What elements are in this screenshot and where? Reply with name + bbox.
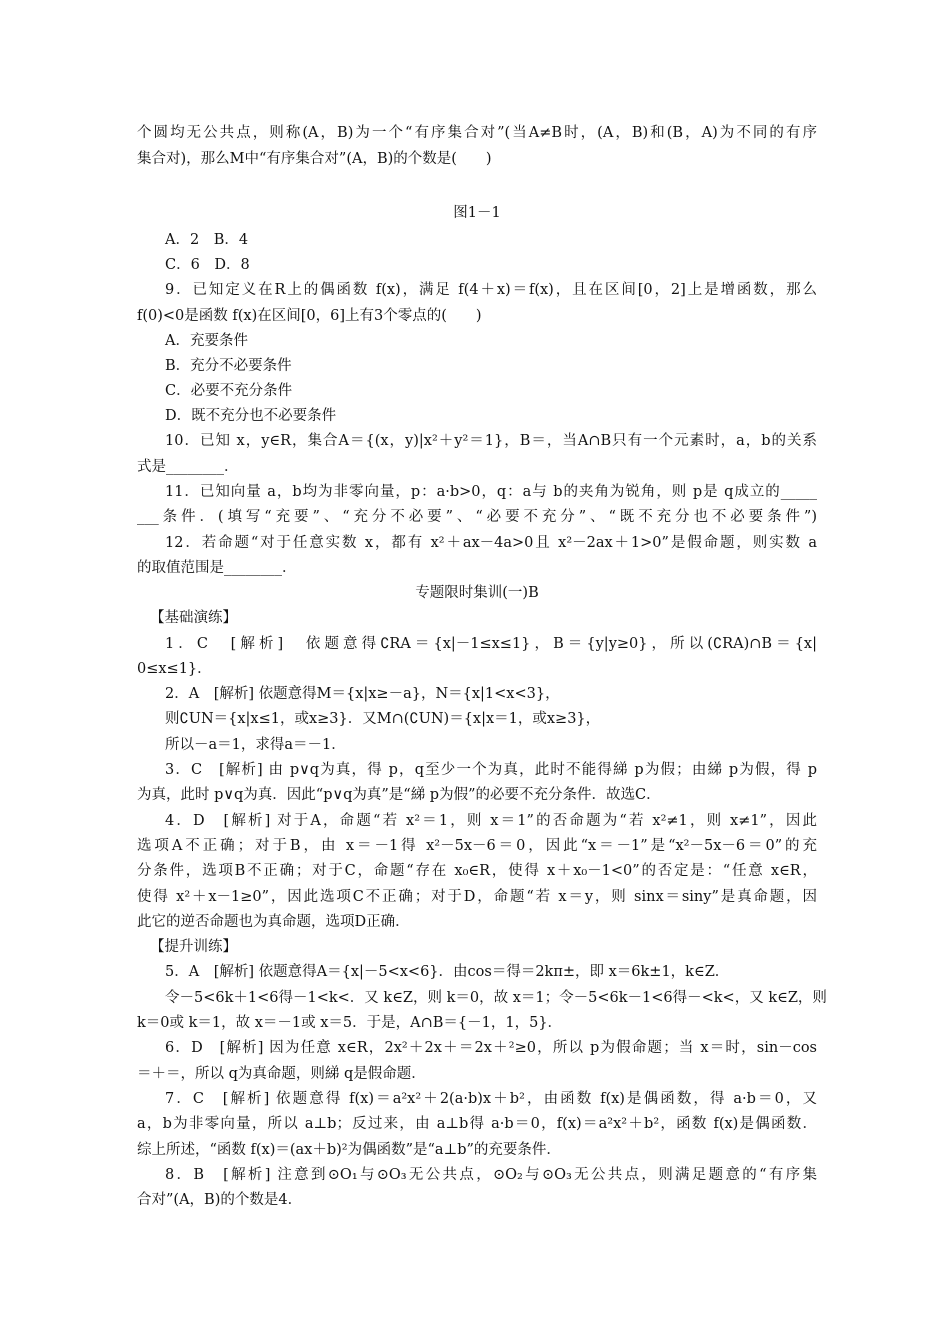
text-line-24: 所以－a＝1，求得a＝－1． [165,737,346,753]
text-line-30: 使得 x²＋x－1≥0”，因此选项C不正确；对于D，命题“若 x＝y，则 sinx＝siny”是真命题，因 [137,889,817,905]
text-line-8: A．充要条件 [165,333,248,349]
text-line-2: 集合对)，那么M中“有序集合对”(A，B)的个数是( ) [137,151,492,167]
text-line-27: 4．D [解析] 对于A，命题“若 x²＝1，则 x＝1”的否命题为“若 x²≠1，则 x≠1”，因此 [165,813,817,829]
text-line-18: 专题限时集训(一)B [415,585,539,601]
text-line-5: C．6 D．8 [165,257,250,273]
text-line-16: 12．若命题“对于任意实数 x，都有 x²＋ax－4a>0且 x²－2ax＋1>0”是假命题，则实数 a [165,535,817,551]
text-line-22: 2．A [解析] 依题意得M＝{x|x≥－a}，N＝{x|1<x<3}， [165,686,560,702]
text-line-39: a，b为非零向量，所以 a⊥b；反过来，由 a⊥b得 a·b＝0，f(x)＝a²x²＋b²，函数 f(x)是偶函数． [137,1116,817,1132]
text-line-21: 0≤x≤1}． [137,661,212,677]
text-line-7: f(0)<0是函数 f(x)在区间[0，6]上有3个零点的( ) [137,308,482,324]
text-line-3: 图1－1 [453,205,501,221]
text-line-25: 3．C [解析] 由 p∨q为真，得 p，q至少一个为真，此时不能得綈 p为假；由綈 p为假，得 p [165,762,817,778]
text-line-14: 11．已知向量 a，b均为非零向量，p：a·b>0，q：a与 b的夹角为锐角，则 p是 q成立的_____ [165,484,817,500]
text-line-4: A．2 B．4 [165,232,249,248]
text-line-1: 个圆均无公共点，则称(A，B)为一个“有序集合对”(当A≠B时，(A，B)和(B，A)为不同的有序 [137,125,817,141]
text-line-17: 的取值范围是________． [137,560,297,576]
text-line-37: ＝＋＝，所以 q为真命题，则綈 q是假命题． [137,1066,426,1082]
text-line-12: 10．已知 x，y∈R，集合A＝{(x，y)|x²＋y²＝1}，B＝，当A∩B只有一个元素时，a，b的关系 [165,433,817,449]
text-line-36: 6．D [解析] 因为任意 x∈R，2x²＋2x＋＝2x＋²≥0，所以 p为假命题；当 x＝时，sin－cos [165,1040,817,1056]
text-line-15: ___条件．(填写“充要”、“充分不必要”、“必要不充分”、“既不充分也不必要条件”) [137,509,817,525]
text-line-41: 8．B [解析] 注意到⊙O₁与⊙O₃无公共点，⊙O₂与⊙O₃无公共点，则满足题意的“有序集 [165,1167,817,1183]
text-line-11: D．既不充分也不必要条件 [165,408,337,424]
text-line-42: 合对”(A，B)的个数是4． [137,1192,303,1208]
text-line-19: 【基础演练】 [150,610,237,626]
text-line-35: k＝0或 k＝1，故 x＝－1或 x＝5．于是，A∩B＝{－1，1，5}． [137,1015,563,1031]
text-line-28: 选项A不正确；对于B，由 x＝－1得 x²－5x－6＝0，因此“x＝－1”是“x²－5x－6＝0”的充 [137,838,817,854]
text-line-40: 综上所述，“函数 f(x)＝(ax＋b)²为偶函数”是“a⊥b”的充要条件． [137,1142,561,1158]
text-line-32: 【提升训练】 [150,939,237,955]
text-line-23: 则∁UN＝{x|x≤1，或x≥3}．又M∩(∁UN)＝{x|x＝1，或x≥3}， [165,711,601,727]
text-line-34: 令－5<6k＋1<6得－1<k<．又 k∈Z，则 k＝0，故 x＝1；令－5<6k－1<6得－<k<，又 k∈Z，则 [165,990,827,1006]
text-line-31: 此它的逆否命题也为真命题，选项D正确． [137,914,410,930]
text-line-38: 7．C [解析] 依题意得 f(x)＝a²x²＋2(a·b)x＋b²，由函数 f(x)是偶函数，得 a·b＝0，又 [165,1091,817,1107]
text-line-13: 式是________． [137,459,239,475]
text-line-9: B．充分不必要条件 [165,358,292,374]
text-line-29: 分条件，选项B不正确；对于C，命题“存在 x₀∈R，使得 x＋x₀－1<0”的否定是：“任意 x∈R， [137,863,817,879]
text-line-26: 为真，此时 p∨q为真．因此“p∨q为真”是“綈 p为假”的必要不充分条件．故选C． [137,787,661,803]
text-line-10: C．必要不充分条件 [165,383,293,399]
text-line-33: 5．A [解析] 依题意得A＝{x|－5<x<6}．由cos＝得＝2kπ±，即 x＝6k±1，k∈Z． [165,964,730,980]
text-line-20: 1．C [解析] 依题意得∁RA＝{x|－1≤x≤1}，B＝{y|y≥0}，所以(∁RA)∩B＝{x| [165,636,817,652]
text-line-6: 9．已知定义在R上的偶函数 f(x)，满足 f(4＋x)＝f(x)，且在区间[0，2]上是增函数，那么 [165,282,817,298]
